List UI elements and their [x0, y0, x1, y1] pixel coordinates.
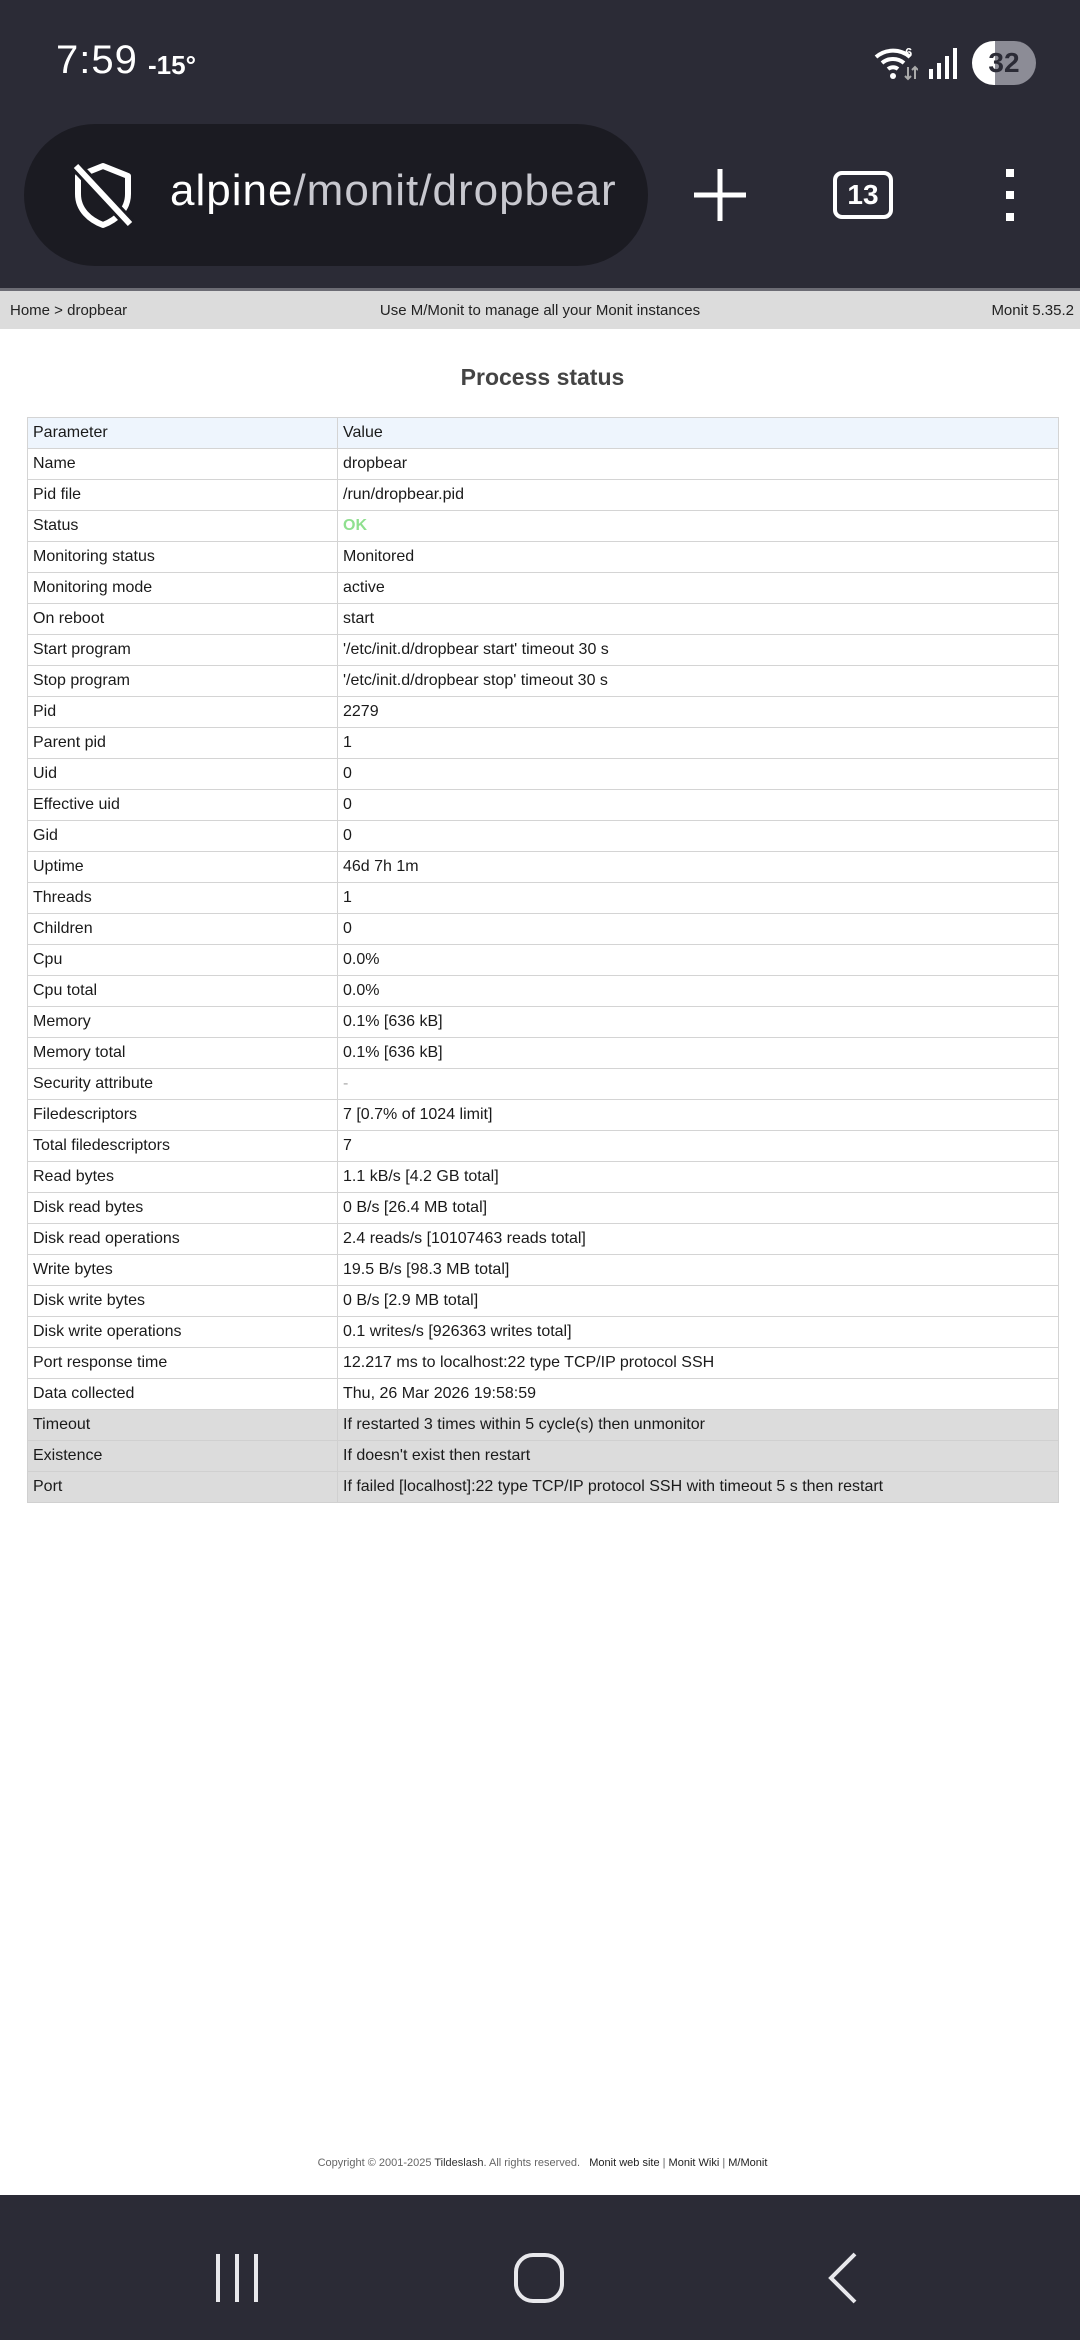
- parameter-cell: Memory total: [28, 1038, 338, 1069]
- table-row-pid: [28, 697, 1059, 728]
- parameter-cell: Disk read operations: [28, 1224, 338, 1255]
- rule-row-port: [28, 1472, 1059, 1503]
- parameter-cell: Existence: [28, 1441, 338, 1472]
- page-title: Process status: [460, 364, 625, 390]
- recents-button[interactable]: [192, 2233, 282, 2323]
- table-row-status: [28, 511, 1059, 542]
- parameter-cell: On reboot: [28, 604, 338, 635]
- header-value: Value: [338, 418, 1059, 449]
- parameter-cell: Pid: [28, 697, 338, 728]
- parameter-cell: Children: [28, 914, 338, 945]
- table-row-data-collected: [28, 1379, 1059, 1410]
- value-cell: start: [338, 604, 1059, 635]
- value-cell: 46d 7h 1m: [338, 852, 1059, 883]
- value-cell: '/etc/init.d/dropbear start' timeout 30 s: [338, 635, 1059, 666]
- value-cell: 0: [338, 914, 1059, 945]
- value-cell: -: [338, 1069, 1059, 1100]
- value-cell: 0 B/s [2.9 MB total]: [338, 1286, 1059, 1317]
- table-row-monitoring-mode: [28, 573, 1059, 604]
- value-cell: 0.1 writes/s [926363 writes total]: [338, 1317, 1059, 1348]
- table-header-row: [28, 418, 1059, 449]
- parameter-cell: Port: [28, 1472, 338, 1503]
- value-cell: OK: [338, 511, 1059, 542]
- parameter-cell: Cpu total: [28, 976, 338, 1007]
- parameter-cell: Gid: [28, 821, 338, 852]
- value-cell: If restarted 3 times within 5 cycle(s) then unmonitor: [338, 1410, 1059, 1441]
- parameter-cell: Stop program: [28, 666, 338, 697]
- parameter-cell: Uid: [28, 759, 338, 790]
- table-row-read-bytes: [28, 1162, 1059, 1193]
- menu-button[interactable]: [965, 150, 1055, 240]
- table-row-uid: [28, 759, 1059, 790]
- parameter-cell: Status: [28, 511, 338, 542]
- rule-row-existence: [28, 1441, 1059, 1472]
- parameter-cell: Disk write operations: [28, 1317, 338, 1348]
- value-cell: 0.1% [636 kB]: [338, 1038, 1059, 1069]
- value-cell: 2279: [338, 697, 1059, 728]
- value-cell: /run/dropbear.pid: [338, 480, 1059, 511]
- table-row-disk-read-bytes: [28, 1193, 1059, 1224]
- table-row-filedescriptors: [28, 1100, 1059, 1131]
- footer-company-link[interactable]: Tildeslash: [434, 2157, 484, 2169]
- table-row-start-program: [28, 635, 1059, 666]
- value-cell: 0 B/s [26.4 MB total]: [338, 1193, 1059, 1224]
- parameter-cell: Name: [28, 449, 338, 480]
- parameter-cell: Threads: [28, 883, 338, 914]
- parameter-cell: Security attribute: [28, 1069, 338, 1100]
- system-nav-bar: [0, 2195, 1080, 2340]
- table-row-disk-read-operations: [28, 1224, 1059, 1255]
- browser-chrome: [0, 0, 1080, 288]
- tabs-icon: 13: [833, 171, 893, 219]
- home-button[interactable]: [494, 2233, 584, 2323]
- table-row-disk-write-operations: [28, 1317, 1059, 1348]
- breadcrumb-current[interactable]: dropbear: [67, 302, 128, 319]
- parameter-cell: Total filedescriptors: [28, 1131, 338, 1162]
- value-cell: 2.4 reads/s [10107463 reads total]: [338, 1224, 1059, 1255]
- value-cell: 0.0%: [338, 945, 1059, 976]
- parameter-cell: Data collected: [28, 1379, 338, 1410]
- parameter-cell: Disk write bytes: [28, 1286, 338, 1317]
- value-cell: Thu, 26 Mar 2026 19:58:59: [338, 1379, 1059, 1410]
- table-row-total-filedescriptors: [28, 1131, 1059, 1162]
- table-row-children: [28, 914, 1059, 945]
- back-icon: [825, 2250, 861, 2306]
- footer-separator: |: [659, 2157, 669, 2169]
- status-icons: [872, 38, 1036, 88]
- value-cell: 1.1 kB/s [4.2 GB total]: [338, 1162, 1059, 1193]
- table-row-memory-total: [28, 1038, 1059, 1069]
- rule-row-timeout: [28, 1410, 1059, 1441]
- parameter-cell: Pid file: [28, 480, 338, 511]
- parameter-cell: Parent pid: [28, 728, 338, 759]
- more-vert-icon: [1003, 169, 1017, 221]
- table-row-write-bytes: [28, 1255, 1059, 1286]
- plus-icon: [692, 167, 748, 223]
- value-cell: 0.0%: [338, 976, 1059, 1007]
- parameter-cell: Memory: [28, 1007, 338, 1038]
- parameter-cell: Port response time: [28, 1348, 338, 1379]
- table-row-uptime: [28, 852, 1059, 883]
- header-parameter: Parameter: [28, 418, 338, 449]
- breadcrumb-home-link[interactable]: Home: [10, 302, 51, 319]
- value-cell: 12.217 ms to localhost:22 type TCP/IP protocol SSH: [338, 1348, 1059, 1379]
- footer-separator: |: [719, 2157, 729, 2169]
- value-cell: active: [338, 573, 1059, 604]
- recents-icon: [212, 2252, 262, 2304]
- status-time: 7:59: [56, 38, 138, 82]
- new-tab-button[interactable]: [675, 150, 765, 240]
- table-row-on-reboot: [28, 604, 1059, 635]
- monit-header: [0, 291, 1080, 329]
- footer-copyright: Copyright © 2001-2025: [317, 2157, 435, 2169]
- table-row-memory: [28, 1007, 1059, 1038]
- table-row-port-response-time: [28, 1348, 1059, 1379]
- value-cell: Monitored: [338, 542, 1059, 573]
- value-cell: '/etc/init.d/dropbear stop' timeout 30 s: [338, 666, 1059, 697]
- parameter-cell: Cpu: [28, 945, 338, 976]
- monit-version[interactable]: Monit 5.35.2: [991, 302, 1074, 319]
- parameter-cell: Monitoring status: [28, 542, 338, 573]
- table-row-monitoring-status: [28, 542, 1059, 573]
- parameter-cell: Timeout: [28, 1410, 338, 1441]
- table-row-cpu-total: [28, 976, 1059, 1007]
- value-cell: 1: [338, 883, 1059, 914]
- value-cell: dropbear: [338, 449, 1059, 480]
- value-cell: 0.1% [636 kB]: [338, 1007, 1059, 1038]
- url-bar[interactable]: [24, 124, 648, 266]
- value-cell: 19.5 B/s [98.3 MB total]: [338, 1255, 1059, 1286]
- footer-monit-site-link[interactable]: Monit web site: [589, 2157, 660, 2169]
- table-row-threads: [28, 883, 1059, 914]
- value-cell: If failed [localhost]:22 type TCP/IP protocol SSH with timeout 5 s then restart: [338, 1472, 1059, 1503]
- parameter-cell: Monitoring mode: [28, 573, 338, 604]
- back-button[interactable]: [798, 2233, 888, 2323]
- parameter-cell: Disk read bytes: [28, 1193, 338, 1224]
- url-text[interactable]: alpine/monit/dropbear: [170, 166, 617, 215]
- table-row-effective-uid: [28, 790, 1059, 821]
- parameter-cell: Start program: [28, 635, 338, 666]
- breadcrumb-separator: >: [50, 302, 68, 319]
- signal-icon: [928, 45, 962, 81]
- wifi-icon: [872, 43, 918, 83]
- parameter-cell: Uptime: [28, 852, 338, 883]
- value-cell: 1: [338, 728, 1059, 759]
- parameter-cell: Filedescriptors: [28, 1100, 338, 1131]
- footer-monit-wiki-link[interactable]: Monit Wiki: [668, 2157, 720, 2169]
- value-cell: If doesn't exist then restart: [338, 1441, 1059, 1472]
- value-cell: 0: [338, 790, 1059, 821]
- process-status-table: [27, 417, 1059, 1503]
- status-temperature: -15°: [148, 50, 196, 80]
- table-row-cpu: [28, 945, 1059, 976]
- mmonit-promo-link[interactable]: Use M/Monit to manage all your Monit instances: [379, 302, 701, 319]
- value-cell: 0: [338, 759, 1059, 790]
- svg-text:6: 6: [905, 45, 913, 60]
- table-row-parent-pid: [28, 728, 1059, 759]
- battery-indicator: 32: [972, 41, 1036, 85]
- tracking-protection-off-icon[interactable]: [66, 158, 140, 232]
- home-icon: [512, 2251, 566, 2305]
- value-cell: 7: [338, 1131, 1059, 1162]
- value-cell: 0: [338, 821, 1059, 852]
- parameter-cell: Effective uid: [28, 790, 338, 821]
- parameter-cell: Read bytes: [28, 1162, 338, 1193]
- parameter-cell: Write bytes: [28, 1255, 338, 1286]
- footer-mmonit-link[interactable]: M/Monit: [728, 2157, 768, 2169]
- value-cell: 7 [0.7% of 1024 limit]: [338, 1100, 1059, 1131]
- table-row-security-attribute: [28, 1069, 1059, 1100]
- footer: [0, 2157, 1080, 2169]
- tabs-button[interactable]: [818, 150, 908, 240]
- footer-rights: . All rights reserved.: [483, 2157, 581, 2169]
- table-row-gid: [28, 821, 1059, 852]
- table-row-name: [28, 449, 1059, 480]
- table-row-pid-file: [28, 480, 1059, 511]
- table-row-stop-program: [28, 666, 1059, 697]
- table-row-disk-write-bytes: [28, 1286, 1059, 1317]
